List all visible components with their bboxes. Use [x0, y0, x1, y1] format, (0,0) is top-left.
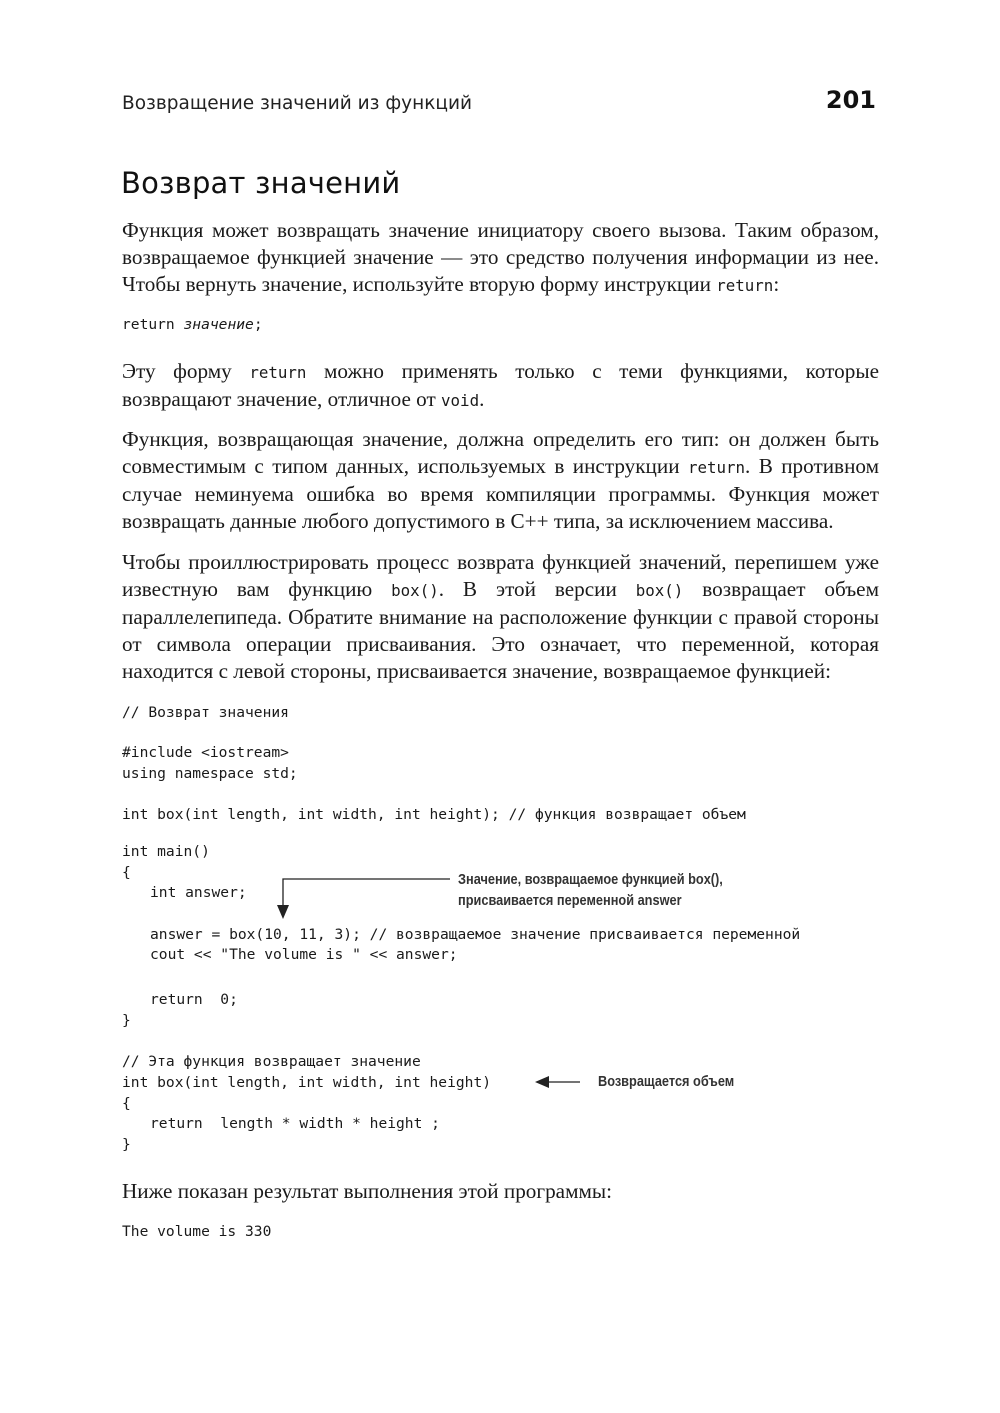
code-line-box-definition: int box(int length, int width, int height): [122, 1074, 492, 1091]
code-line-declare-answer: int answer;: [150, 884, 247, 901]
paragraph-text: :: [773, 272, 780, 296]
running-head: Возвращение значений из функций: [122, 93, 473, 114]
code-line-return-volume: return length * width * height ;: [150, 1115, 440, 1132]
inline-code-void: void: [441, 391, 480, 410]
annotation-returns-volume: Возвращается объем: [598, 1074, 735, 1090]
code-line-prototype: int box(int length, int width, int height); // функция возвращает объем: [122, 806, 746, 823]
program-output: The volume is 330: [122, 1223, 272, 1240]
arrow-head-down: [277, 905, 289, 919]
syntax-placeholder: значение: [183, 316, 254, 333]
code-line-main: int main(): [122, 843, 210, 860]
code-line-return-main: return 0;: [150, 991, 238, 1008]
paragraph-text: Эту форму: [122, 359, 250, 383]
paragraph-text: можно применять только с теми функциями, которые возвращают значение, отличное от: [122, 359, 879, 411]
arrow-head-left: [535, 1076, 549, 1088]
code-line-brace-close: }: [122, 1012, 131, 1029]
annotation-assignment-line1: Значение, возвращаемое функцией box(),: [458, 872, 723, 888]
code-line-brace-close: }: [122, 1136, 131, 1153]
paragraph-text: . В противном случае неминуема ошибка во время компиляции программы. Функция может возвращать данные любого допустимого в C++ типа, за исключением массива.: [122, 454, 880, 533]
paragraph-text: Функция, возвращающая значение, должна определить его тип: он должен быть совместимым с типом данных, используемых в инструкции: [122, 427, 879, 478]
code-line-comment: // Эта функция возвращает значение: [122, 1053, 421, 1070]
inline-code-return: return: [249, 363, 307, 382]
inline-code-box: box(): [635, 581, 684, 600]
code-line-cout: cout << "The volume is " << answer;: [150, 946, 458, 963]
page-number: 201: [825, 86, 876, 114]
paragraph-text: Функция может возвращать значение инициатору своего вызова. Таким образом, возвращаемое функцией значение — это средство получения информации из нее. Чтобы вернуть значение, используйте вторую форму инструкции: [122, 218, 879, 296]
paragraph-text: Чтобы проиллюстрировать процесс возврата функцией значений, перепишем уже известную вам функцию: [122, 550, 879, 601]
paragraph-result: Ниже показан результат выполнения этой программы:: [122, 1179, 613, 1203]
code-line-using: using namespace std;: [122, 765, 298, 782]
callout-arrow-line: [283, 879, 450, 907]
code-line-assign-answer: answer = box(10, 11, 3); // возвращаемое значение присваивается переменной: [150, 926, 801, 943]
inline-code-box: box(): [391, 581, 439, 600]
inline-code-return: return: [716, 276, 774, 295]
annotation-assignment-line2: присваивается переменной answer: [458, 893, 682, 909]
code-line-brace-open: {: [122, 1095, 131, 1112]
syntax-keyword: return: [122, 316, 175, 333]
code-line-include: #include <iostream>: [122, 744, 289, 761]
paragraph-text: возвращает объем параллелепипеда. Обратите внимание на расположение функции с правой стороны от символа операции присваивания. Это означает, что переменной, которая находится с левой стороны, присваивается значение, возвращаемое функцией:: [122, 577, 879, 683]
code-line-comment: // Возврат значения: [122, 704, 289, 721]
paragraph-text: . В этой версии: [438, 577, 636, 601]
syntax-end: ;: [253, 316, 263, 333]
section-title: Возврат значений: [121, 166, 401, 200]
paragraph-text: .: [479, 387, 485, 411]
inline-code-return: return: [687, 458, 746, 477]
code-line-brace-open: {: [122, 864, 131, 881]
